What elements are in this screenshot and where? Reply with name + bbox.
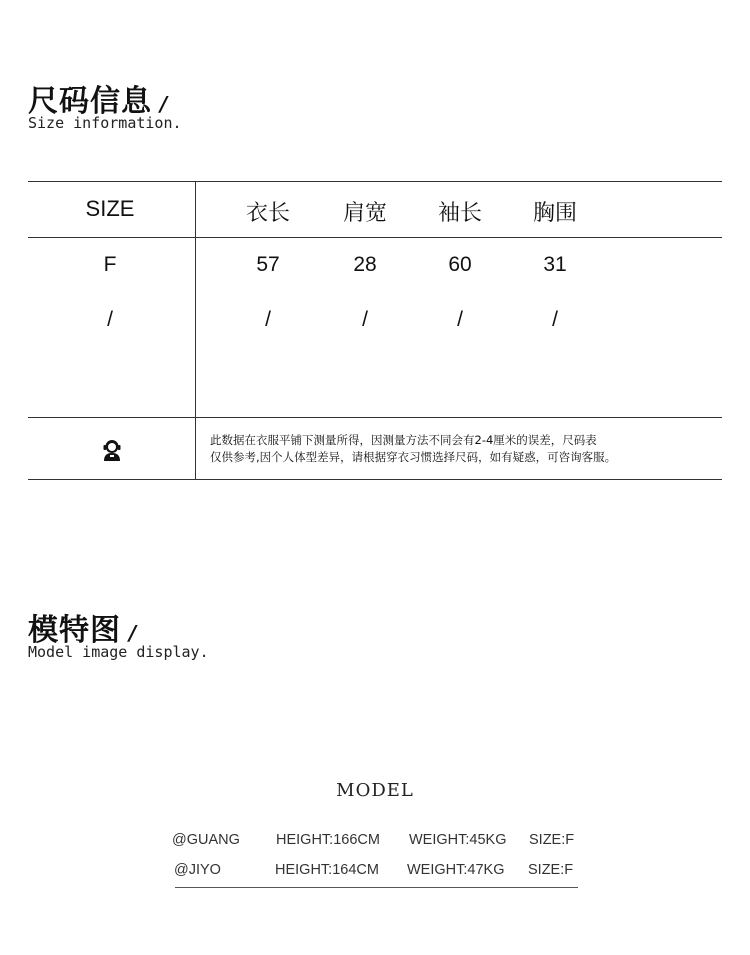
table-cell: /: [457, 308, 463, 331]
column-header: 衣长: [245, 200, 290, 225]
size-note-line: 此数据在衣服平铺下测量所得，因测量方法不同会有2-4厘米的误差，尺码表: [210, 433, 597, 447]
model-height: HEIGHT:166CM: [276, 832, 380, 848]
table-cell: 31: [543, 253, 567, 276]
customer-service-icon: [101, 438, 123, 462]
table-cell: 57: [256, 253, 280, 276]
size-section-subtitle: Size information.: [28, 114, 182, 132]
model-size: SIZE:F: [529, 832, 575, 848]
model-heading: MODEL: [336, 780, 414, 801]
table-cell: 60: [448, 253, 472, 276]
column-header: 肩宽: [342, 200, 387, 225]
size-note-line: 仅供参考,因个人体型差异，请根据穿衣习惯选择尺码，如有疑惑，可咨询客服。: [210, 450, 617, 464]
model-name: @JIYO: [174, 862, 221, 878]
size-header: SIZE: [85, 196, 135, 221]
table-cell: /: [362, 308, 368, 331]
table-note-rule: [28, 417, 722, 418]
size-section-slash: /: [160, 92, 169, 116]
table-column-divider: [195, 181, 196, 480]
model-height: HEIGHT:164CM: [275, 862, 379, 878]
column-header: 胸围: [532, 200, 577, 225]
table-cell: 28: [353, 253, 377, 276]
model-section-subtitle: Model image display.: [28, 643, 209, 661]
model-section-slash: /: [129, 621, 138, 645]
row-size: F: [103, 253, 117, 276]
model-weight: WEIGHT:45KG: [409, 832, 507, 848]
size-section-title-text: 尺码信息: [28, 84, 152, 119]
size-note: [210, 432, 715, 466]
model-size: SIZE:F: [528, 862, 574, 878]
row-size: /: [107, 308, 113, 331]
table-top-rule: [28, 181, 722, 182]
model-weight: WEIGHT:47KG: [407, 862, 505, 878]
model-underline: [175, 887, 578, 888]
model-name: @GUANG: [172, 832, 240, 848]
table-header-rule: [28, 237, 722, 238]
table-cell: /: [552, 308, 558, 331]
model-section-title-text: 模特图: [28, 613, 121, 648]
table-bottom-rule: [28, 479, 722, 480]
column-header: 袖长: [437, 200, 482, 225]
table-cell: /: [265, 308, 271, 331]
